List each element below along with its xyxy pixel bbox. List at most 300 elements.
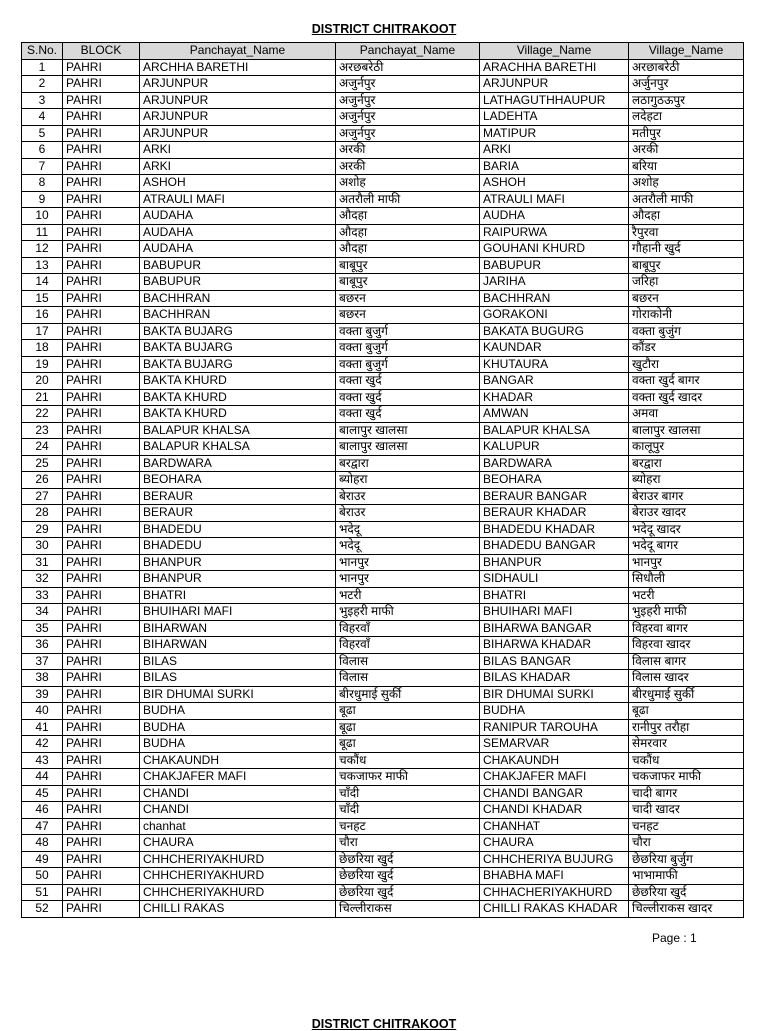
cell-village-hi: बीरधुमाई सुर्की bbox=[629, 686, 744, 703]
cell-village-en: BABUPUR bbox=[480, 257, 629, 274]
cell-village-en: BERAUR KHADAR bbox=[480, 505, 629, 522]
cell-village-hi: चिल्लीराकस खादर bbox=[629, 901, 744, 918]
cell-block: PAHRI bbox=[63, 406, 140, 423]
table-row bbox=[22, 703, 744, 720]
cell-village-en: ATRAULI MAFI bbox=[480, 191, 629, 208]
cell-village-en: KHADAR bbox=[480, 389, 629, 406]
cell-panchayat-hi: बछरन bbox=[336, 290, 480, 307]
cell-village-en: CHANDI KHADAR bbox=[480, 802, 629, 819]
cell-sno: 9 bbox=[22, 191, 63, 208]
cell-sno: 14 bbox=[22, 274, 63, 291]
cell-village-hi: अशोह bbox=[629, 175, 744, 192]
table-row bbox=[22, 59, 744, 76]
cell-panchayat-en: BHADEDU bbox=[140, 521, 336, 538]
cell-village-hi: मतीपुर bbox=[629, 125, 744, 142]
cell-sno: 5 bbox=[22, 125, 63, 142]
cell-panchayat-hi: छेछरिया खुर्द bbox=[336, 884, 480, 901]
cell-village-hi: विहरवा बागर bbox=[629, 620, 744, 637]
cell-village-hi: जरिहा bbox=[629, 274, 744, 291]
cell-sno: 30 bbox=[22, 538, 63, 555]
cell-village-en: SIDHAULI bbox=[480, 571, 629, 588]
table-row bbox=[22, 835, 744, 852]
cell-sno: 7 bbox=[22, 158, 63, 175]
cell-panchayat-en: BAKTA KHURD bbox=[140, 389, 336, 406]
cell-panchayat-en: BILAS bbox=[140, 670, 336, 687]
cell-panchayat-hi: भदेदू bbox=[336, 521, 480, 538]
cell-sno: 51 bbox=[22, 884, 63, 901]
cell-panchayat-hi: अतरौली माफी bbox=[336, 191, 480, 208]
cell-village-hi: चकजाफर माफी bbox=[629, 769, 744, 786]
cell-village-hi: भानपुर bbox=[629, 554, 744, 571]
cell-block: PAHRI bbox=[63, 439, 140, 456]
cell-sno: 40 bbox=[22, 703, 63, 720]
cell-panchayat-en: BABUPUR bbox=[140, 257, 336, 274]
cell-village-en: KALUPUR bbox=[480, 439, 629, 456]
cell-panchayat-hi: औदहा bbox=[336, 208, 480, 225]
cell-panchayat-hi: चाँदी bbox=[336, 785, 480, 802]
cell-village-en: CHHACHERIYAKHURD bbox=[480, 884, 629, 901]
cell-panchayat-hi: विहरवाँ bbox=[336, 637, 480, 654]
cell-village-hi: भाभामाफी bbox=[629, 868, 744, 885]
cell-panchayat-en: ARJUNPUR bbox=[140, 109, 336, 126]
cell-block: PAHRI bbox=[63, 472, 140, 489]
cell-sno: 2 bbox=[22, 76, 63, 93]
cell-panchayat-en: BIHARWAN bbox=[140, 637, 336, 654]
cell-block: PAHRI bbox=[63, 538, 140, 555]
cell-village-en: ARJUNPUR bbox=[480, 76, 629, 93]
cell-village-hi: भदेदू खादर bbox=[629, 521, 744, 538]
cell-village-hi: रानीपुर तरौहा bbox=[629, 719, 744, 736]
cell-sno: 4 bbox=[22, 109, 63, 126]
cell-village-hi: बूढा bbox=[629, 703, 744, 720]
cell-sno: 45 bbox=[22, 785, 63, 802]
table-row bbox=[22, 439, 744, 456]
table-row bbox=[22, 884, 744, 901]
cell-panchayat-hi: बूढा bbox=[336, 703, 480, 720]
cell-block: PAHRI bbox=[63, 488, 140, 505]
cell-block: PAHRI bbox=[63, 752, 140, 769]
cell-panchayat-hi: अरछबरेठी bbox=[336, 59, 480, 76]
table-row bbox=[22, 208, 744, 225]
cell-sno: 34 bbox=[22, 604, 63, 621]
cell-panchayat-en: ASHOH bbox=[140, 175, 336, 192]
cell-panchayat-hi: विलास bbox=[336, 670, 480, 687]
cell-village-en: BALAPUR KHALSA bbox=[480, 422, 629, 439]
cell-block: PAHRI bbox=[63, 158, 140, 175]
cell-panchayat-en: BEOHARA bbox=[140, 472, 336, 489]
table-row bbox=[22, 455, 744, 472]
cell-village-en: LADEHTA bbox=[480, 109, 629, 126]
cell-village-hi: विलास बागर bbox=[629, 653, 744, 670]
cell-panchayat-en: BUDHA bbox=[140, 703, 336, 720]
cell-block: PAHRI bbox=[63, 307, 140, 324]
cell-panchayat-hi: अजुर्नपुर bbox=[336, 125, 480, 142]
cell-panchayat-hi: अजुर्नपुर bbox=[336, 76, 480, 93]
cell-panchayat-en: BIHARWAN bbox=[140, 620, 336, 637]
cell-village-en: BHANPUR bbox=[480, 554, 629, 571]
cell-village-hi: कालूपुर bbox=[629, 439, 744, 456]
cell-village-hi: सेमरवार bbox=[629, 736, 744, 753]
cell-sno: 17 bbox=[22, 323, 63, 340]
cell-village-hi: बेराउर खादर bbox=[629, 505, 744, 522]
cell-block: PAHRI bbox=[63, 175, 140, 192]
cell-village-en: BACHHRAN bbox=[480, 290, 629, 307]
cell-panchayat-hi: बालापुर खालसा bbox=[336, 439, 480, 456]
cell-panchayat-en: BAKTA BUJARG bbox=[140, 323, 336, 340]
cell-panchayat-en: BARDWARA bbox=[140, 455, 336, 472]
col-header-sno: S.No. bbox=[22, 43, 63, 60]
cell-village-en: BIHARWA BANGAR bbox=[480, 620, 629, 637]
cell-panchayat-hi: बूढा bbox=[336, 719, 480, 736]
table-row bbox=[22, 224, 744, 241]
cell-block: PAHRI bbox=[63, 884, 140, 901]
cell-block: PAHRI bbox=[63, 571, 140, 588]
cell-village-hi: अतरौली माफी bbox=[629, 191, 744, 208]
next-page-title: DISTRICT CHITRAKOOT bbox=[311, 1017, 457, 1031]
table-header bbox=[22, 43, 744, 60]
cell-sno: 11 bbox=[22, 224, 63, 241]
table-row bbox=[22, 620, 744, 637]
cell-block: PAHRI bbox=[63, 340, 140, 357]
cell-block: PAHRI bbox=[63, 257, 140, 274]
table-row bbox=[22, 142, 744, 159]
table-row bbox=[22, 604, 744, 621]
cell-village-en: KAUNDAR bbox=[480, 340, 629, 357]
cell-block: PAHRI bbox=[63, 604, 140, 621]
cell-village-hi: बछरन bbox=[629, 290, 744, 307]
cell-village-en: BHABHA MAFI bbox=[480, 868, 629, 885]
cell-panchayat-en: BHADEDU bbox=[140, 538, 336, 555]
cell-panchayat-en: CHAKJAFER MAFI bbox=[140, 769, 336, 786]
table-row bbox=[22, 571, 744, 588]
table-row bbox=[22, 752, 744, 769]
cell-block: PAHRI bbox=[63, 851, 140, 868]
cell-block: PAHRI bbox=[63, 125, 140, 142]
cell-village-en: BILAS BANGAR bbox=[480, 653, 629, 670]
table-row bbox=[22, 356, 744, 373]
cell-sno: 6 bbox=[22, 142, 63, 159]
cell-panchayat-en: ARJUNPUR bbox=[140, 125, 336, 142]
cell-village-en: SEMARVAR bbox=[480, 736, 629, 753]
cell-block: PAHRI bbox=[63, 554, 140, 571]
cell-block: PAHRI bbox=[63, 422, 140, 439]
cell-panchayat-en: BAKTA BUJARG bbox=[140, 356, 336, 373]
cell-panchayat-hi: बेराउर bbox=[336, 505, 480, 522]
cell-panchayat-en: CHAKAUNDH bbox=[140, 752, 336, 769]
cell-panchayat-en: ATRAULI MAFI bbox=[140, 191, 336, 208]
cell-panchayat-hi: औदहा bbox=[336, 241, 480, 258]
cell-village-en: BAKATA BUGURG bbox=[480, 323, 629, 340]
cell-village-hi: रैपुरवा bbox=[629, 224, 744, 241]
cell-village-hi: बाबूपुर bbox=[629, 257, 744, 274]
table-row bbox=[22, 505, 744, 522]
cell-panchayat-en: BHANPUR bbox=[140, 571, 336, 588]
table-row bbox=[22, 818, 744, 835]
cell-panchayat-en: BILAS bbox=[140, 653, 336, 670]
cell-block: PAHRI bbox=[63, 373, 140, 390]
cell-block: PAHRI bbox=[63, 686, 140, 703]
cell-village-hi: वक्ता खुर्द खादर bbox=[629, 389, 744, 406]
cell-panchayat-hi: चनहट bbox=[336, 818, 480, 835]
cell-block: PAHRI bbox=[63, 505, 140, 522]
cell-panchayat-hi: विलास bbox=[336, 653, 480, 670]
cell-block: PAHRI bbox=[63, 785, 140, 802]
cell-sno: 3 bbox=[22, 92, 63, 109]
cell-village-hi: चादी खादर bbox=[629, 802, 744, 819]
cell-village-en: ARKI bbox=[480, 142, 629, 159]
cell-village-en: JARIHA bbox=[480, 274, 629, 291]
cell-sno: 1 bbox=[22, 59, 63, 76]
table-row bbox=[22, 769, 744, 786]
table-row bbox=[22, 191, 744, 208]
cell-village-en: GOUHANI KHURD bbox=[480, 241, 629, 258]
cell-block: PAHRI bbox=[63, 587, 140, 604]
table-row bbox=[22, 488, 744, 505]
cell-panchayat-en: BIR DHUMAI SURKI bbox=[140, 686, 336, 703]
cell-village-en: ARACHHA BARETHI bbox=[480, 59, 629, 76]
cell-sno: 42 bbox=[22, 736, 63, 753]
cell-panchayat-en: chanhat bbox=[140, 818, 336, 835]
cell-village-en: BERAUR BANGAR bbox=[480, 488, 629, 505]
cell-panchayat-en: AUDAHA bbox=[140, 224, 336, 241]
cell-block: PAHRI bbox=[63, 719, 140, 736]
cell-panchayat-hi: चिल्लीराकस bbox=[336, 901, 480, 918]
cell-sno: 38 bbox=[22, 670, 63, 687]
table-row bbox=[22, 686, 744, 703]
table-body bbox=[22, 59, 744, 917]
cell-village-hi: अरकी bbox=[629, 142, 744, 159]
table-row bbox=[22, 587, 744, 604]
table-row bbox=[22, 653, 744, 670]
cell-village-hi: चौरा bbox=[629, 835, 744, 852]
table-row bbox=[22, 901, 744, 918]
cell-panchayat-hi: भानपुर bbox=[336, 554, 480, 571]
cell-panchayat-en: AUDAHA bbox=[140, 208, 336, 225]
cell-panchayat-hi: वक्ता बुजुर्ग bbox=[336, 340, 480, 357]
cell-panchayat-hi: चाँदी bbox=[336, 802, 480, 819]
cell-panchayat-en: BHANPUR bbox=[140, 554, 336, 571]
cell-village-en: LATHAGUTHHAUPUR bbox=[480, 92, 629, 109]
cell-panchayat-hi: वक्ता बुजुर्ग bbox=[336, 356, 480, 373]
cell-block: PAHRI bbox=[63, 241, 140, 258]
cell-sno: 22 bbox=[22, 406, 63, 423]
cell-village-en: ASHOH bbox=[480, 175, 629, 192]
table-row bbox=[22, 323, 744, 340]
cell-sno: 27 bbox=[22, 488, 63, 505]
cell-panchayat-hi: छेछरिया खुर्द bbox=[336, 868, 480, 885]
cell-village-hi: सिधौली bbox=[629, 571, 744, 588]
cell-panchayat-en: BACHHRAN bbox=[140, 307, 336, 324]
table-row bbox=[22, 719, 744, 736]
cell-village-hi: बालापुर खालसा bbox=[629, 422, 744, 439]
cell-sno: 13 bbox=[22, 257, 63, 274]
village-table bbox=[21, 42, 744, 918]
cell-village-hi: वक्ता खुर्द बागर bbox=[629, 373, 744, 390]
cell-sno: 52 bbox=[22, 901, 63, 918]
cell-panchayat-hi: वक्ता बुजुर्ग bbox=[336, 323, 480, 340]
cell-block: PAHRI bbox=[63, 769, 140, 786]
cell-sno: 31 bbox=[22, 554, 63, 571]
table-row bbox=[22, 637, 744, 654]
cell-panchayat-en: BERAUR bbox=[140, 488, 336, 505]
cell-village-en: KHUTAURA bbox=[480, 356, 629, 373]
cell-village-en: BEOHARA bbox=[480, 472, 629, 489]
cell-sno: 35 bbox=[22, 620, 63, 637]
cell-block: PAHRI bbox=[63, 455, 140, 472]
cell-panchayat-en: BACHHRAN bbox=[140, 290, 336, 307]
cell-village-hi: अमवा bbox=[629, 406, 744, 423]
cell-panchayat-hi: बेराउर bbox=[336, 488, 480, 505]
cell-block: PAHRI bbox=[63, 224, 140, 241]
cell-panchayat-hi: अरकी bbox=[336, 158, 480, 175]
cell-sno: 48 bbox=[22, 835, 63, 852]
cell-sno: 10 bbox=[22, 208, 63, 225]
table-row bbox=[22, 257, 744, 274]
cell-village-hi: चादी बागर bbox=[629, 785, 744, 802]
cell-panchayat-hi: चौरा bbox=[336, 835, 480, 852]
cell-sno: 21 bbox=[22, 389, 63, 406]
cell-sno: 19 bbox=[22, 356, 63, 373]
cell-village-en: AUDHA bbox=[480, 208, 629, 225]
cell-panchayat-hi: भानपुर bbox=[336, 571, 480, 588]
cell-village-hi: छेछरिया खुर्द bbox=[629, 884, 744, 901]
cell-panchayat-hi: भटरी bbox=[336, 587, 480, 604]
cell-panchayat-en: ARJUNPUR bbox=[140, 92, 336, 109]
table-row bbox=[22, 736, 744, 753]
table-row bbox=[22, 175, 744, 192]
cell-sno: 12 bbox=[22, 241, 63, 258]
cell-village-hi: चकौंध bbox=[629, 752, 744, 769]
cell-sno: 28 bbox=[22, 505, 63, 522]
cell-sno: 26 bbox=[22, 472, 63, 489]
cell-block: PAHRI bbox=[63, 736, 140, 753]
cell-sno: 25 bbox=[22, 455, 63, 472]
table-row bbox=[22, 109, 744, 126]
cell-block: PAHRI bbox=[63, 191, 140, 208]
cell-block: PAHRI bbox=[63, 901, 140, 918]
cell-panchayat-en: AUDAHA bbox=[140, 241, 336, 258]
cell-village-en: CHANHAT bbox=[480, 818, 629, 835]
cell-sno: 16 bbox=[22, 307, 63, 324]
cell-block: PAHRI bbox=[63, 818, 140, 835]
cell-block: PAHRI bbox=[63, 835, 140, 852]
table-row bbox=[22, 521, 744, 538]
cell-panchayat-hi: वक्ता खुर्द bbox=[336, 406, 480, 423]
cell-panchayat-en: BALAPUR KHALSA bbox=[140, 439, 336, 456]
cell-panchayat-en: ARJUNPUR bbox=[140, 76, 336, 93]
cell-block: PAHRI bbox=[63, 92, 140, 109]
cell-panchayat-hi: ब्योहरा bbox=[336, 472, 480, 489]
cell-village-en: CHANDI BANGAR bbox=[480, 785, 629, 802]
table-row bbox=[22, 785, 744, 802]
cell-village-hi: भदेदू बागर bbox=[629, 538, 744, 555]
col-header-panchayat-hi: Panchayat_Name bbox=[336, 43, 480, 60]
table-row bbox=[22, 422, 744, 439]
cell-block: PAHRI bbox=[63, 109, 140, 126]
table-row bbox=[22, 868, 744, 885]
cell-village-hi: भुइहरी माफी bbox=[629, 604, 744, 621]
cell-sno: 8 bbox=[22, 175, 63, 192]
cell-sno: 33 bbox=[22, 587, 63, 604]
cell-panchayat-hi: बीरधुमाई सुर्की bbox=[336, 686, 480, 703]
cell-village-en: MATIPUR bbox=[480, 125, 629, 142]
header-row bbox=[22, 43, 744, 60]
cell-panchayat-hi: अशोह bbox=[336, 175, 480, 192]
col-header-panchayat-en: Panchayat_Name bbox=[140, 43, 336, 60]
cell-village-en: CHAURA bbox=[480, 835, 629, 852]
cell-village-en: BHATRI bbox=[480, 587, 629, 604]
cell-panchayat-en: CHHCHERIYAKHURD bbox=[140, 884, 336, 901]
cell-village-hi: औदहा bbox=[629, 208, 744, 225]
cell-village-en: CHAKAUNDH bbox=[480, 752, 629, 769]
cell-panchayat-en: CHHCHERIYAKHURD bbox=[140, 868, 336, 885]
cell-block: PAHRI bbox=[63, 356, 140, 373]
cell-village-en: RAIPURWA bbox=[480, 224, 629, 241]
cell-block: PAHRI bbox=[63, 703, 140, 720]
cell-village-en: RANIPUR TAROUHA bbox=[480, 719, 629, 736]
cell-sno: 43 bbox=[22, 752, 63, 769]
cell-sno: 36 bbox=[22, 637, 63, 654]
cell-panchayat-hi: बूढा bbox=[336, 736, 480, 753]
cell-village-en: CHILLI RAKAS KHADAR bbox=[480, 901, 629, 918]
table-row bbox=[22, 307, 744, 324]
cell-panchayat-hi: अरकी bbox=[336, 142, 480, 159]
table-row bbox=[22, 125, 744, 142]
cell-village-hi: अरछाबरेठी bbox=[629, 59, 744, 76]
cell-panchayat-hi: छेछरिया खुर्द bbox=[336, 851, 480, 868]
cell-block: PAHRI bbox=[63, 76, 140, 93]
cell-panchayat-hi: बरद्वारा bbox=[336, 455, 480, 472]
table-row bbox=[22, 538, 744, 555]
cell-village-hi: गौहानी खुर्द bbox=[629, 241, 744, 258]
cell-panchayat-hi: बालापुर खालसा bbox=[336, 422, 480, 439]
cell-panchayat-hi: वक्ता खुर्द bbox=[336, 373, 480, 390]
cell-village-hi: खुटौरा bbox=[629, 356, 744, 373]
cell-sno: 49 bbox=[22, 851, 63, 868]
cell-block: PAHRI bbox=[63, 637, 140, 654]
cell-panchayat-hi: भुइहरी माफी bbox=[336, 604, 480, 621]
cell-block: PAHRI bbox=[63, 142, 140, 159]
cell-block: PAHRI bbox=[63, 274, 140, 291]
cell-block: PAHRI bbox=[63, 653, 140, 670]
cell-village-hi: लठागुठऊपुर bbox=[629, 92, 744, 109]
cell-village-en: BHUIHARI MAFI bbox=[480, 604, 629, 621]
cell-village-en: GORAKONI bbox=[480, 307, 629, 324]
cell-panchayat-en: BUDHA bbox=[140, 736, 336, 753]
cell-block: PAHRI bbox=[63, 389, 140, 406]
cell-panchayat-hi: औदहा bbox=[336, 224, 480, 241]
cell-panchayat-en: CHANDI bbox=[140, 785, 336, 802]
cell-panchayat-hi: विहरवाँ bbox=[336, 620, 480, 637]
cell-village-en: BUDHA bbox=[480, 703, 629, 720]
cell-sno: 18 bbox=[22, 340, 63, 357]
cell-village-hi: छेछरिया बुर्जुग bbox=[629, 851, 744, 868]
cell-panchayat-en: ARCHHA BARETHI bbox=[140, 59, 336, 76]
cell-village-hi: कौंडर bbox=[629, 340, 744, 357]
cell-panchayat-en: BHUIHARI MAFI bbox=[140, 604, 336, 621]
table-row bbox=[22, 670, 744, 687]
cell-village-hi: विलास खादर bbox=[629, 670, 744, 687]
cell-panchayat-en: BABUPUR bbox=[140, 274, 336, 291]
table-row bbox=[22, 389, 744, 406]
cell-panchayat-en: ARKI bbox=[140, 158, 336, 175]
table-row bbox=[22, 472, 744, 489]
table-row bbox=[22, 92, 744, 109]
cell-sno: 47 bbox=[22, 818, 63, 835]
table-row bbox=[22, 373, 744, 390]
cell-village-hi: ब्योहरा bbox=[629, 472, 744, 489]
cell-village-en: AMWAN bbox=[480, 406, 629, 423]
